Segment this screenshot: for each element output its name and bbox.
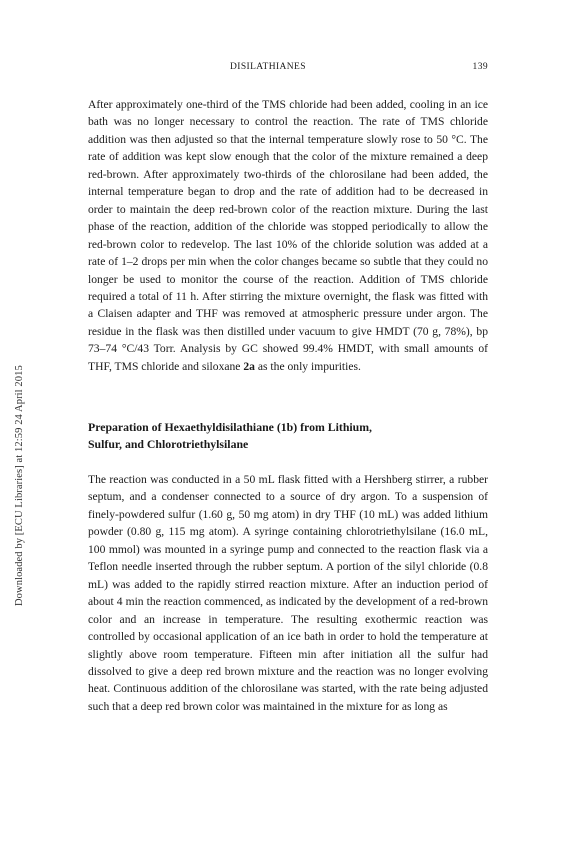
- paragraph-1-main: After approximately one-third of the TMS chloride had been added, cooling in an ice bath was no longer necessary to control the reaction. The rate of TMS chloride addition was then adjusted so that the internal temperature slowly rose to 50 °C. The rate of addition was kept slow enough that the color of the mixture remained a deep red-brown. After approximately two-thirds of the chlorosilane had been added, the internal temperature began to drop and the rate of addition had to be decreased in order to maintain the deep red-brown color of the reaction mixture. During the last phase of the reaction, addition of the chloride was stopped periodically to allow the red-brown color to redevelop. The last 10% of the chloride solution was added at a rate of 1–2 drops per min when the color changes became so subtle that they could no longer be used to monitor the course of the reaction. Addition of TMS chloride required a total of 11 h. After stirring the mixture overnight, the flask was fitted with a Claisen adapter and THF was removed at atmospheric pressure under argon. The residue in the flask was then distilled under vacuum to give HMDT (70 g, 78%), bp 73–74 °C/43 Torr. Analysis by GC showed 99.4% HMDT, with small amounts of THF, TMS chloride and siloxane: [88, 98, 488, 373]
- download-watermark: Downloaded by [ECU Libraries] at 12:59 24 April 2015: [14, 365, 25, 606]
- running-title: DISILATHIANES: [230, 62, 306, 72]
- paragraph-2-text: The reaction was conducted in a 50 mL flask fitted with a Hershberg stirrer, a rubber septum, and a condenser connected to a source of dry argon. To a suspension of finely-powdered sulfur (1.60 g, 50 mg atom) in dry THF (10 mL) was added lithium powder (0.80 g, 115 mg atom). A syringe containing chlorotriethylsilane (16.0 mL, 100 mmol) was mounted in a syringe pump and connected to the reaction flask via a Teflon needle inserted through the rubber septum. A portion of the silyl chloride (0.8 mL) was added to the rapidly stirred reaction mixture. After an induction period of about 4 min the reaction commenced, as indicated by the development of a red-brown color and an increase in temperature. The resulting exothermic reaction was controlled by occasional application of an ice bath in order to hold the temperature at slightly above room temperature. Fifteen min after initiation all the sulfur had dissolved to give a deep red brown mixture and the reaction was no longer evolving heat. Continuous addition of the chlorosilane was started, with the rate being adjusted such that a deep red brown color was maintained in the mixture for as long as: [88, 473, 488, 713]
- paragraph-1: [88, 96, 488, 375]
- paragraph-1-text: [88, 96, 488, 375]
- section-heading: [88, 419, 488, 454]
- section-heading-line-2: Sulfur, and Chlorotriethylsilane: [88, 437, 249, 452]
- section-heading-line-1: Preparation of Hexaethyldisilathiane (1b) from Lithium,: [88, 420, 372, 434]
- paragraph-1-tail: as the only impurities.: [254, 359, 361, 373]
- compound-label: 2a: [243, 359, 255, 373]
- page-number: 139: [472, 62, 488, 72]
- paragraph-2: [88, 471, 488, 715]
